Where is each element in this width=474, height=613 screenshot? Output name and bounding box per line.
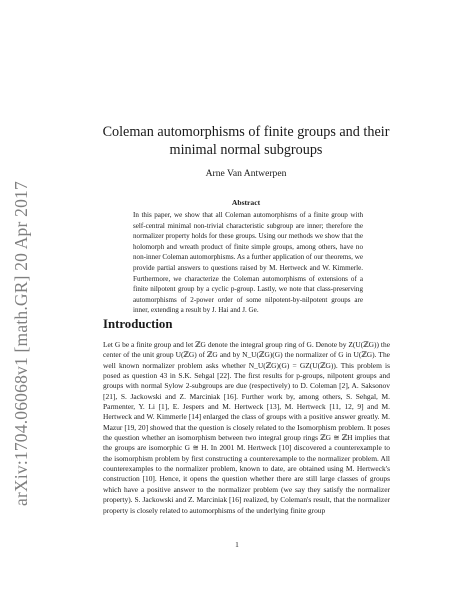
arxiv-identifier-text: arXiv:1704.06068v1 [math.GR] 20 Apr 2017 xyxy=(11,181,31,506)
page-number: 1 xyxy=(235,540,239,549)
abstract-body: In this paper, we show that all Coleman automorphisms of a finite group with self-central minimal non-trivial characteristic subgroup are inner; therefore the normalizer property holds for these groups. Using our methods we show that the holomorph and wreath product of finite simple groups, among others, have no non-inner Coleman automorphisms. As a further application of our theorems, we provide partial answers to questions raised by M. Hertweck and W. Kimmerle. Furthermore, we characterize the Coleman automorphisms of extensions of a finite nilpotent group by a cyclic p-group. Lastly, we note that class-preserving automorphisms of 2-power order of some nilpotent-by-nilpotent groups are inner, extending a result by J. Hai and J. Ge. xyxy=(133,211,363,315)
introduction-heading: Introduction xyxy=(103,317,173,331)
author-name: Arne Van Antwerpen xyxy=(205,168,287,179)
introduction-body: Let G be a finite group and let ℤG denote the integral group ring of G. Denote by Z(U(ℤG)) the center of the unit group U(ℤG) of ℤG and by N_U(ℤG)(G) the normalizer of G in U(ℤG). The well known normalizer problem asks whether N_U(ℤG)(G) = GZ(U(ℤG)). This problem is posed as question 43 in S.K. Sehgal [22]. The first results for p-groups, nilpotent groups and groups with normal Sylow 2-subgroups are due (respectively) to D. Coleman [2], A. Saksonov [21], S. Jackowski and Z. Marciniak [16]. Further work by, among others, S. Sehgal, M. Parmenter, Y. Li [1], E. Jespers and M. Hertweck [13], M. Hertweck [11, 12, 9] and M. Hertweck and W. Kimmerle [14] enlarged the class of groups with a positive answer greatly. M. Mazur [19, 20] showed that the question is closely related to the Isomorphism problem. It poses the question whether an isomorphism between two integral group rings ℤG ≅ ℤH implies that the groups are isomorphic G ≅ H. In 2001 M. Hertweck [10] discovered a counterexample to the isomorphism problem by first constructing a counterexample to the normalizer problem. All counterexamples to the normalizer problem, known to date, are obtained using M. Hertweck's construction [10]. Hence, it opens the question whether there are still large classes of groups which have a positive answer to the normalizer problem (we say they satisfy the normalizer property). S. Jackowski and Z. Marciniak [16] realized, by Coleman's result, that the normalizer property is closely related to automorphisms of the underlying finite group xyxy=(103,340,390,515)
abstract-heading: Abstract xyxy=(231,198,261,207)
arxiv-identifier-stamp xyxy=(10,76,32,506)
paper-title: Coleman automorphisms of finite groups and their minimal normal subgroups xyxy=(102,124,390,158)
